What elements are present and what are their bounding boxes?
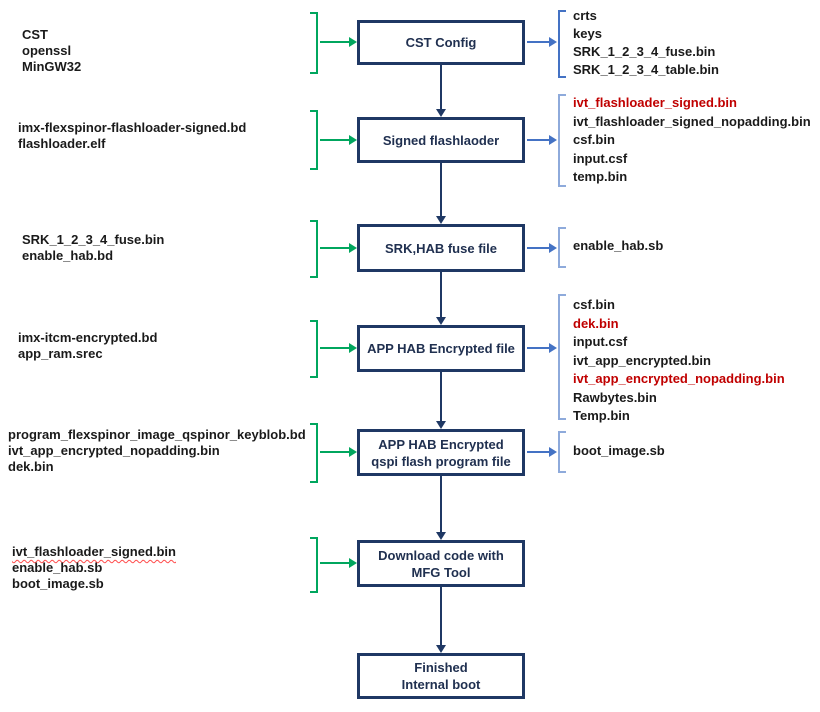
input-arrow xyxy=(320,451,349,453)
process-box xyxy=(357,325,525,372)
output-arrow xyxy=(527,41,549,43)
output-bracket xyxy=(558,94,566,187)
process-box xyxy=(357,429,525,476)
process-box xyxy=(357,653,525,699)
file-label: input.csf xyxy=(573,150,628,166)
box-title-line: APP HAB Encrypted file xyxy=(367,341,515,356)
output-file-list xyxy=(573,296,785,426)
file-label: program_flexspinor_image_qspinor_keyblob.bd xyxy=(8,427,306,442)
file-label: ivt_flashloader_signed_nopadding.bin xyxy=(573,113,811,129)
input-file-list xyxy=(8,427,306,475)
file-label: SRK_1_2_3_4_table.bin xyxy=(573,62,719,77)
file-label: enable_hab.sb xyxy=(12,560,103,575)
file-label: boot_image.sb xyxy=(12,576,104,591)
process-box xyxy=(357,224,525,272)
input-bracket xyxy=(310,110,318,170)
process-box xyxy=(357,20,525,65)
output-file-list xyxy=(573,237,663,256)
input-arrow xyxy=(320,247,349,249)
down-arrow xyxy=(440,65,442,109)
file-label: SRK_1_2_3_4_fuse.bin xyxy=(22,232,165,247)
input-file-list xyxy=(22,232,164,264)
output-arrow xyxy=(527,139,549,141)
file-label: enable_hab.sb xyxy=(573,238,664,253)
output-arrow xyxy=(527,347,549,349)
file-label: dek.bin xyxy=(8,459,54,474)
file-label: ivt_flashloader_signed.bin xyxy=(573,95,737,110)
input-arrow xyxy=(320,41,349,43)
input-file-list xyxy=(18,330,157,362)
box-title-line: APP HAB Encrypted xyxy=(378,436,504,452)
input-arrow xyxy=(320,562,349,564)
file-label: ivt_app_encrypted_nopadding.bin xyxy=(8,443,220,458)
input-bracket xyxy=(310,537,318,593)
input-file-list xyxy=(12,544,176,592)
box-title-line: Signed flashlaoder xyxy=(382,132,500,148)
output-arrow xyxy=(527,451,549,453)
file-label: imx-flexspinor-flashloader-signed.bd xyxy=(18,120,247,135)
file-label: csf.bin xyxy=(573,297,615,312)
down-arrow xyxy=(440,372,442,421)
box-title-line: MFG Tool xyxy=(411,564,471,580)
file-label: keys xyxy=(573,26,602,41)
output-bracket xyxy=(558,10,566,78)
file-label: MinGW32 xyxy=(22,59,82,74)
file-label: flashloader.elf xyxy=(18,136,106,151)
down-arrow xyxy=(440,587,442,645)
box-title-line: qspi flash program file xyxy=(371,453,511,469)
output-bracket xyxy=(558,431,566,473)
output-arrow xyxy=(527,247,549,249)
file-label: Rawbytes.bin xyxy=(573,389,657,405)
output-file-list xyxy=(573,94,811,187)
file-label: csf.bin xyxy=(573,132,615,147)
file-label: dek.bin xyxy=(573,315,619,331)
box-title-line: Download code with xyxy=(378,547,504,563)
box-title-line: SRK,HAB fuse file xyxy=(385,240,497,256)
file-label: temp.bin xyxy=(573,169,628,184)
file-label: boot_image.sb xyxy=(573,443,665,458)
file-label: CST xyxy=(22,27,48,42)
output-bracket xyxy=(558,227,566,268)
box-title-line: Finished xyxy=(414,660,468,675)
file-label: crts xyxy=(573,8,597,23)
output-file-list xyxy=(573,7,719,79)
down-arrow xyxy=(440,272,442,317)
file-label: ivt_app_encrypted_nopadding.bin xyxy=(573,371,785,386)
box-title-line: CST Config xyxy=(405,35,477,50)
process-box xyxy=(357,540,525,587)
file-label: input.csf xyxy=(573,334,628,349)
input-arrow xyxy=(320,347,349,349)
input-file-list xyxy=(22,27,81,75)
file-label: app_ram.srec xyxy=(18,346,103,361)
input-bracket xyxy=(310,12,318,74)
process-box xyxy=(357,117,525,163)
input-bracket xyxy=(310,320,318,378)
file-label: enable_hab.bd xyxy=(22,248,114,263)
input-arrow xyxy=(320,139,349,141)
output-bracket xyxy=(558,294,566,420)
file-label: ivt_app_encrypted.bin xyxy=(573,352,711,368)
file-label: ivt_flashloader_signed.bin xyxy=(12,544,176,559)
file-label: imx-itcm-encrypted.bd xyxy=(18,330,158,345)
input-file-list xyxy=(18,120,246,152)
down-arrow xyxy=(440,476,442,532)
box-title-line: Internal boot xyxy=(401,677,481,692)
file-label: openssl xyxy=(22,43,72,58)
file-label: SRK_1_2_3_4_fuse.bin xyxy=(573,44,716,59)
input-bracket xyxy=(310,423,318,483)
input-bracket xyxy=(310,220,318,278)
output-file-list xyxy=(573,442,665,461)
file-label: Temp.bin xyxy=(573,408,630,423)
down-arrow xyxy=(440,163,442,216)
